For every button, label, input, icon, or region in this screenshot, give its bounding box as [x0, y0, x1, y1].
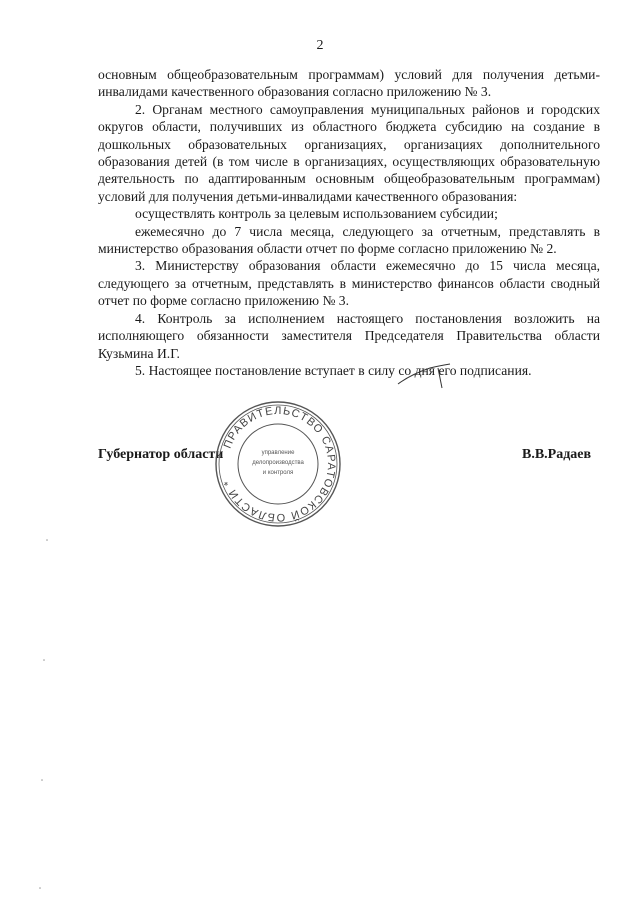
paragraph-2: 2. Органам местного самоуправления муниципальных районов и городских округов области, получивших из областного бюджета субсидию на создание в дошкольных образовательных организациях, организациях дополнительного образования детей (в том числе в организациях, осуществляющих образовательную деятельность по адаптированным основным общеобразовательным программам) условий для получения детьми-инвалидами качественного образования:	[98, 101, 600, 204]
official-seal	[212, 398, 344, 530]
svg-text:управление: управление	[261, 450, 295, 456]
signature-name: В.В.Радаев	[522, 447, 592, 462]
paragraph-continuation: основным общеобразовательным программам) условий для получения детьми-инвалидами качественного образования согласно приложению № 3.	[98, 67, 600, 100]
document-body	[98, 66, 600, 379]
paragraph-2-item-2: ежемесячно до 7 числа месяца, следующего за отчетным, представлять в министерство образования области отчет по форме согласно приложению № 2.	[98, 223, 600, 257]
svg-text:и контроля: и контроля	[262, 470, 294, 476]
page-number: 2	[316, 38, 324, 53]
svg-text:делопроизводства: делопроизводства	[252, 460, 304, 466]
paragraph-4: 4. Контроль за исполнением настоящего постановления возложить на исполняющего обязанности заместителя Председателя Правительства области Кузьмина И.Г.	[98, 310, 600, 361]
handwritten-mark	[394, 362, 454, 392]
svg-text:ПРАВИТЕЛЬСТВО САРАТОВСКОЙ ОБЛА: ПРАВИТЕЛЬСТВО САРАТОВСКОЙ ОБЛАСТИ *	[221, 404, 338, 524]
paragraph-5: 5. Настоящее постановление вступает в силу со дня его подписания.	[135, 362, 532, 378]
paragraph-3: 3. Министерству образования области ежемесячно до 15 числа месяца, следующего за отчетным, представлять в министерство финансов области сводный отчет по форме согласно приложению № 3.	[98, 258, 600, 309]
paragraph-2-item-1: осуществлять контроль за целевым использованием субсидии;	[135, 206, 498, 222]
signature-title: Губернатор области	[98, 447, 224, 462]
